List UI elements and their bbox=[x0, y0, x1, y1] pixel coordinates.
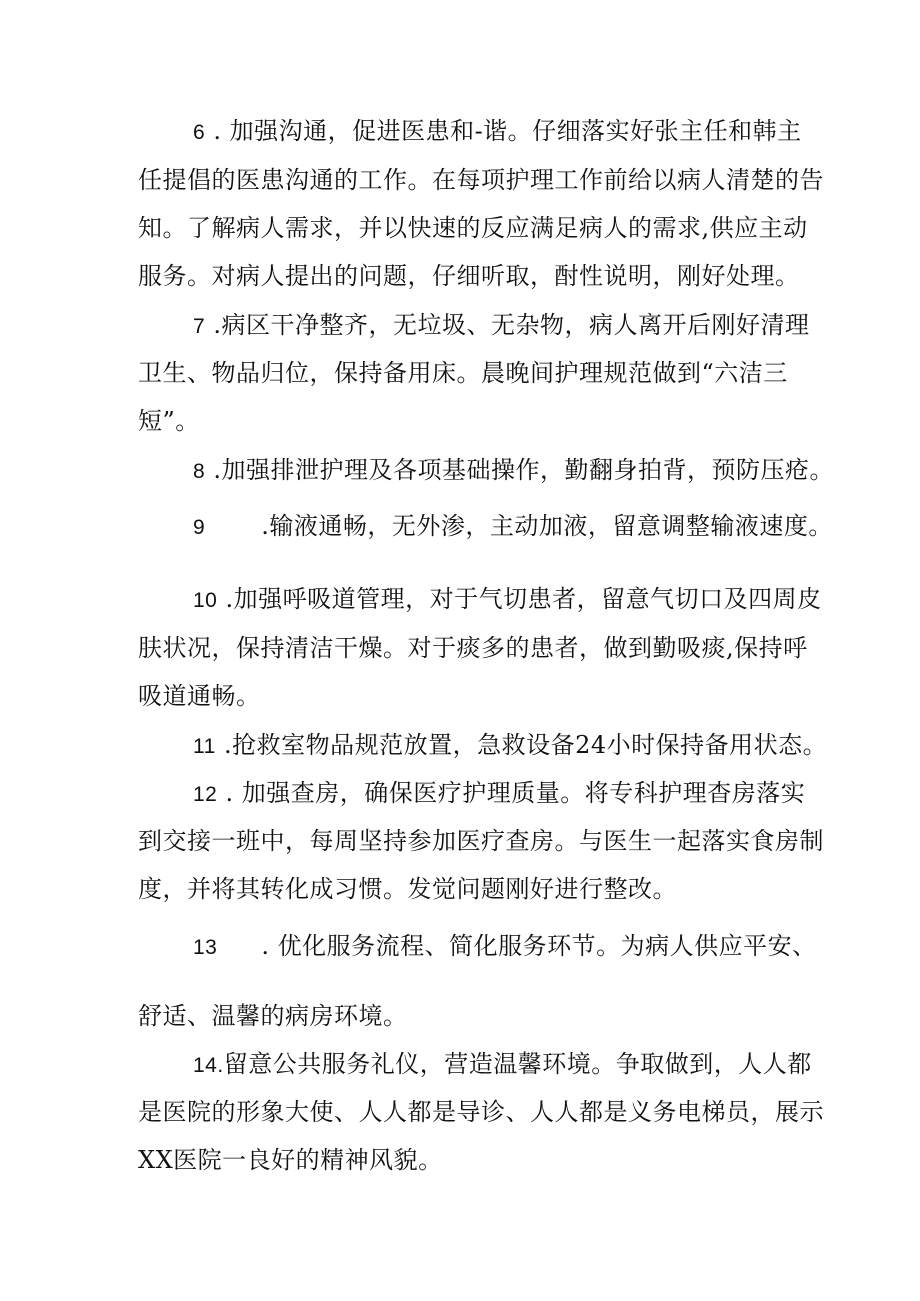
item-14-line-1 bbox=[193, 1049, 812, 1081]
item-13-line-2: 舒适、温馨的病房环境。 bbox=[138, 1002, 408, 1030]
item-7-line-1 bbox=[193, 310, 809, 342]
item-6-line-3: 知。了解病人需求，并以快速的反应满足病人的需求,供应主动 bbox=[138, 214, 808, 242]
item-10-line-3: 吸道通畅。 bbox=[138, 682, 261, 710]
item-7-number: 7 bbox=[193, 315, 206, 338]
item-10-text-1: .加强呼吸道管理，对于气切患者，留意气切口及四周皮 bbox=[217, 585, 822, 613]
item-11-line-1 bbox=[193, 730, 827, 762]
item-7-line-2: 卫生、物品归位，保持备用床。晨晚间护理规范做到“六洁三 bbox=[138, 359, 788, 387]
item-12-line-2: 到交接一班中，每周坚持参加医疗查房。与医生一起落实食房制 bbox=[138, 827, 824, 855]
item-14-number: 14. bbox=[193, 1054, 224, 1077]
item-10-line-1 bbox=[193, 584, 822, 616]
item-6-line-4: 服务。对病人提出的问题，仔细听取，酎性说明，刚好处理。 bbox=[138, 262, 800, 290]
item-8-number: 8 bbox=[193, 460, 206, 483]
item-14-text-1: 留意公共服务礼仪，营造温馨环境。争取做到，人人都 bbox=[223, 1050, 812, 1078]
item-7-line-3: 短”。 bbox=[138, 407, 200, 435]
item-12-line-1 bbox=[193, 778, 805, 810]
item-13-text-1: . 优化服务流程、简化服务环节。为病人供应平安、 bbox=[261, 932, 817, 960]
item-6-line-1 bbox=[193, 116, 802, 148]
item-12-line-3: 度，并将其转化成习惯。发觉问题刚好进行整改。 bbox=[138, 875, 677, 903]
item-9-number: 9 bbox=[193, 516, 206, 539]
item-7-text-1: .病区干净整齐，无垃圾、无杂物，病人离开后刚好清理 bbox=[205, 311, 810, 339]
item-12-number: 12 bbox=[193, 783, 218, 806]
item-13-number: 13 bbox=[193, 936, 218, 959]
item-8-line-1 bbox=[193, 455, 834, 487]
item-11-text-1: .抢救室物品规范放置，急救设备24小时保持备用状态。 bbox=[215, 731, 828, 759]
item-10-line-2: 肤状况，保持清洁干燥。对于痰多的患者，做到勤吸痰,保持呼 bbox=[138, 634, 808, 662]
item-13-line-1 bbox=[193, 931, 817, 963]
item-8-text-1: .加强排泄护理及各项基础操作，勤翻身拍背，预防压疮。 bbox=[205, 456, 834, 484]
item-6-text-1: . 加强沟通，促进医患和-谐。仔细落实好张主任和韩主 bbox=[205, 117, 802, 145]
item-9-text-1: .输液通畅，无外渗，主动加液，留意调整输液速度。 bbox=[261, 512, 833, 540]
item-6-number: 6 bbox=[193, 121, 206, 144]
item-14-line-3: XX医院一良好的精神风貌。 bbox=[138, 1146, 443, 1174]
item-10-number: 10 bbox=[193, 589, 218, 612]
item-9-line-1 bbox=[193, 511, 833, 543]
item-14-line-2: 是医院的形象大使、人人都是导诊、人人都是义务电梯员，展示 bbox=[138, 1098, 824, 1126]
item-6-line-2: 任提倡的医患沟通的工作。在每项护理工作前给以病人清楚的告 bbox=[138, 166, 824, 194]
item-11-number: 11 bbox=[193, 735, 216, 758]
item-12-text-1: . 加强查房，确保医疗护理质量。将专科护理杳房落实 bbox=[217, 779, 806, 807]
